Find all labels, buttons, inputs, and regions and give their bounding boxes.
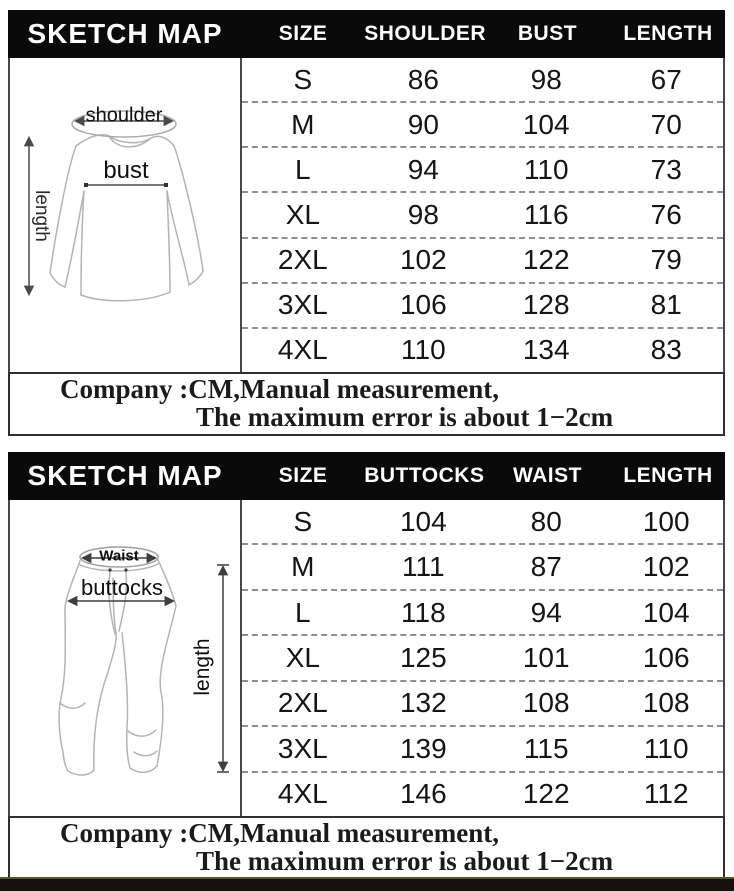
shoulder-cell: 102 <box>399 244 447 276</box>
pants-sketch-cell <box>10 500 242 816</box>
buttocks-label: buttocks <box>81 575 163 600</box>
chart-header <box>8 10 725 58</box>
length-label: length <box>191 638 214 696</box>
buttocks-cell: 118 <box>401 596 446 628</box>
waist-cell: 101 <box>522 641 570 673</box>
size-cell: 3XL <box>277 732 328 764</box>
length-cell: 81 <box>650 289 682 321</box>
size-cell: 2XL <box>277 244 328 276</box>
column-header-buttocks: BUTTOCKS <box>364 464 485 487</box>
length-cell: 73 <box>650 153 682 185</box>
table-row <box>242 725 723 770</box>
chart-title: SKETCH MAP <box>27 18 223 49</box>
table-row <box>242 500 723 543</box>
column-header-waist: WAIST <box>512 464 582 487</box>
note-line-2: The maximum error is about 1−2cm <box>196 846 614 876</box>
length-label: length <box>31 190 52 242</box>
length-cell: 112 <box>643 778 689 810</box>
chart-body <box>8 58 725 372</box>
length-cell: 108 <box>642 687 690 719</box>
size-cell: 3XL <box>277 289 328 321</box>
note-line-1: Company :CM,Manual measurement, <box>60 374 499 404</box>
bust-cell: 104 <box>522 108 570 140</box>
measurement-note <box>8 372 725 436</box>
column-headers <box>242 464 725 488</box>
table-row <box>242 58 723 101</box>
column-header-length: LENGTH <box>623 464 713 487</box>
length-cell: 104 <box>642 596 690 628</box>
length-cell: 76 <box>650 198 682 230</box>
size-cell: S <box>293 63 313 95</box>
shoulder-label: shoulder <box>85 104 163 127</box>
waist-cell: 94 <box>530 596 562 628</box>
size-cell: M <box>291 108 315 140</box>
table-row <box>242 191 723 236</box>
shirt-outline <box>50 111 203 301</box>
buttocks-cell: 125 <box>399 641 447 673</box>
length-cell: 106 <box>642 641 690 673</box>
size-cell: L <box>295 596 311 628</box>
size-cell: 2XL <box>277 687 328 719</box>
waist-cell: 122 <box>522 778 570 810</box>
measurement-note <box>8 816 725 880</box>
column-header-shoulder: SHOULDER <box>364 22 487 45</box>
size-cell: XL <box>285 198 320 230</box>
length-cell: 102 <box>642 551 690 583</box>
buttocks-cell: 139 <box>399 732 447 764</box>
note-line-2: The maximum error is about 1−2cm <box>196 402 614 432</box>
bust-cell: 110 <box>523 153 569 185</box>
length-cell: 70 <box>650 108 682 140</box>
table-row <box>242 237 723 282</box>
table-row <box>242 327 723 372</box>
length-cell: 110 <box>643 732 689 764</box>
column-header-size: SIZE <box>278 22 328 45</box>
table-row <box>242 282 723 327</box>
length-cell: 67 <box>650 63 682 95</box>
bust-cell: 116 <box>523 198 569 230</box>
column-header-size: SIZE <box>278 464 328 487</box>
chart-title: SKETCH MAP <box>27 460 223 491</box>
table-row <box>242 589 723 634</box>
shoulder-cell: 86 <box>407 63 439 95</box>
table-row <box>242 101 723 146</box>
length-cell: 79 <box>650 244 682 276</box>
table-row <box>242 771 723 816</box>
pants-size-chart <box>8 452 725 880</box>
waist-cell: 80 <box>530 505 562 537</box>
table-row <box>242 543 723 588</box>
table-row <box>242 146 723 191</box>
bust-cell: 98 <box>530 63 562 95</box>
waist-cell: 108 <box>522 687 570 719</box>
bust-label: bust <box>103 157 149 184</box>
shoulder-cell: 90 <box>407 108 439 140</box>
size-cell: M <box>291 551 315 583</box>
shoulder-cell: 94 <box>407 153 439 185</box>
table-row <box>242 680 723 725</box>
size-cell: S <box>293 505 313 537</box>
column-header-bust: BUST <box>517 22 578 45</box>
waist-cell: 87 <box>530 551 562 583</box>
length-cell: 100 <box>642 505 690 537</box>
chart-body <box>8 500 725 816</box>
size-cell: XL <box>285 641 320 673</box>
size-table <box>242 500 723 816</box>
bust-cell: 134 <box>522 334 570 366</box>
buttocks-cell: 111 <box>402 551 445 583</box>
shirt-size-chart <box>8 10 725 436</box>
waist-label: Waist <box>99 547 139 565</box>
column-headers <box>242 22 725 46</box>
shirt-sketch-cell <box>10 58 242 372</box>
bust-cell: 128 <box>522 289 570 321</box>
column-header-length: LENGTH <box>623 22 713 45</box>
shoulder-cell: 106 <box>399 289 447 321</box>
length-cell: 83 <box>650 334 682 366</box>
table-row <box>242 634 723 679</box>
bottom-divider-strip <box>0 877 734 891</box>
size-table <box>242 58 723 372</box>
waist-cell: 115 <box>523 732 569 764</box>
size-cell: L <box>295 153 311 185</box>
buttocks-cell: 104 <box>399 505 447 537</box>
size-cell: 4XL <box>277 334 328 366</box>
note-line-1: Company :CM,Manual measurement, <box>60 818 499 848</box>
chart-header <box>8 452 725 500</box>
buttocks-cell: 146 <box>399 778 447 810</box>
shoulder-cell: 98 <box>407 198 439 230</box>
buttocks-cell: 132 <box>399 687 447 719</box>
shoulder-cell: 110 <box>401 334 446 366</box>
bust-cell: 122 <box>522 244 570 276</box>
size-cell: 4XL <box>277 778 328 810</box>
